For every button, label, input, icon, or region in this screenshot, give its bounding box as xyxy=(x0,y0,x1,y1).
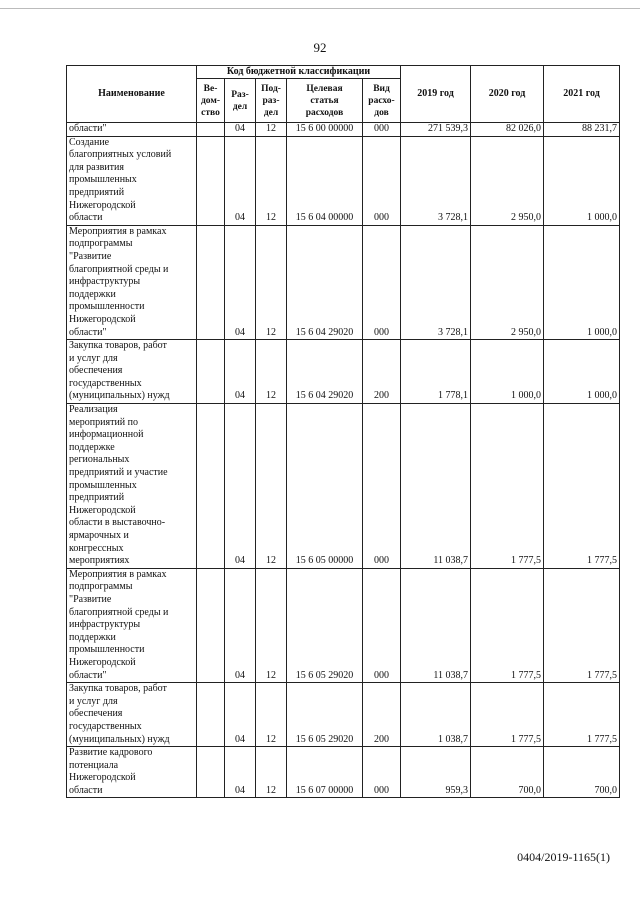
cell-expense-type: 000 xyxy=(363,225,401,339)
cell-name: Закупка товаров, работ и услуг для обеспечения государственных (муниципальных) нужд xyxy=(67,683,197,747)
cell-ministry xyxy=(197,340,225,404)
cell-y2019: 3 728,1 xyxy=(401,136,471,225)
cell-name: Закупка товаров, работ и услуг для обеспечения государственных (муниципальных) нужд xyxy=(67,340,197,404)
cell-expense-type: 000 xyxy=(363,136,401,225)
cell-target: 15 6 04 00000 xyxy=(287,136,363,225)
cell-ministry xyxy=(197,568,225,682)
cell-y2019: 3 728,1 xyxy=(401,225,471,339)
cell-y2020: 2 950,0 xyxy=(471,136,544,225)
header-section: Раз- дел xyxy=(225,79,256,123)
header-name: Наименование xyxy=(67,66,197,123)
header-ministry: Ве- дом- ство xyxy=(197,79,225,123)
cell-ministry xyxy=(197,683,225,747)
cell-target: 15 6 05 29020 xyxy=(287,683,363,747)
cell-section: 04 xyxy=(225,136,256,225)
cell-subsection: 12 xyxy=(256,123,287,137)
cell-expense-type: 000 xyxy=(363,123,401,137)
cell-y2020: 82 026,0 xyxy=(471,123,544,137)
cell-y2021: 1 777,5 xyxy=(544,683,620,747)
cell-y2019: 11 038,7 xyxy=(401,404,471,569)
cell-ministry xyxy=(197,404,225,569)
cell-section: 04 xyxy=(225,225,256,339)
cell-y2020: 1 777,5 xyxy=(471,683,544,747)
cell-target: 15 6 05 29020 xyxy=(287,568,363,682)
cell-y2020: 700,0 xyxy=(471,747,544,798)
document-code: 0404/2019-1165(1) xyxy=(517,850,610,864)
cell-section: 04 xyxy=(225,123,256,137)
cell-ministry xyxy=(197,225,225,339)
header-code-group: Код бюджетной классификации xyxy=(197,66,401,79)
cell-name: Мероприятия в рамках подпрограммы "Развитие благоприятной среды и инфраструктуры поддержки промышленности Нижегородской области" xyxy=(67,568,197,682)
cell-y2019: 271 539,3 xyxy=(401,123,471,137)
cell-y2021: 1 000,0 xyxy=(544,136,620,225)
cell-y2021: 700,0 xyxy=(544,747,620,798)
cell-section: 04 xyxy=(225,747,256,798)
header-expense-type: Вид расхо- дов xyxy=(363,79,401,123)
cell-y2020: 1 000,0 xyxy=(471,340,544,404)
cell-expense-type: 200 xyxy=(363,340,401,404)
cell-name: Реализация мероприятий по информационной поддержке региональных предприятий и участие промышленных предприятий Нижегородской области в выставочно- ярмарочных и конгрессных мероприятиях xyxy=(67,404,197,569)
cell-target: 15 6 04 29020 xyxy=(287,340,363,404)
header-2021: 2021 год xyxy=(544,66,620,123)
cell-y2021: 1 000,0 xyxy=(544,225,620,339)
cell-y2019: 11 038,7 xyxy=(401,568,471,682)
cell-subsection: 12 xyxy=(256,683,287,747)
cell-subsection: 12 xyxy=(256,225,287,339)
cell-ministry xyxy=(197,747,225,798)
cell-expense-type: 000 xyxy=(363,568,401,682)
cell-name: области" xyxy=(67,123,197,137)
cell-y2021: 1 777,5 xyxy=(544,404,620,569)
table-row xyxy=(67,683,620,747)
cell-section: 04 xyxy=(225,340,256,404)
header-target: Целевая статья расходов xyxy=(287,79,363,123)
cell-target: 15 6 04 29020 xyxy=(287,225,363,339)
cell-expense-type: 200 xyxy=(363,683,401,747)
cell-y2021: 1 000,0 xyxy=(544,340,620,404)
table-row xyxy=(67,123,620,137)
cell-expense-type: 000 xyxy=(363,747,401,798)
table-row xyxy=(67,340,620,404)
cell-ministry xyxy=(197,136,225,225)
cell-y2020: 1 777,5 xyxy=(471,568,544,682)
cell-target: 15 6 00 00000 xyxy=(287,123,363,137)
cell-y2019: 959,3 xyxy=(401,747,471,798)
budget-table xyxy=(66,65,620,798)
cell-subsection: 12 xyxy=(256,568,287,682)
cell-y2019: 1 038,7 xyxy=(401,683,471,747)
cell-ministry xyxy=(197,123,225,137)
cell-subsection: 12 xyxy=(256,404,287,569)
table-row xyxy=(67,747,620,798)
table-row xyxy=(67,225,620,339)
cell-name: Мероприятия в рамках подпрограммы "Развитие благоприятной среды и инфраструктуры поддержки промышленности Нижегородской области" xyxy=(67,225,197,339)
cell-target: 15 6 07 00000 xyxy=(287,747,363,798)
table-row xyxy=(67,404,620,569)
header-row-1 xyxy=(67,66,620,79)
cell-y2020: 1 777,5 xyxy=(471,404,544,569)
cell-target: 15 6 05 00000 xyxy=(287,404,363,569)
cell-name: Развитие кадрового потенциала Нижегородской области xyxy=(67,747,197,798)
cell-section: 04 xyxy=(225,568,256,682)
header-2019: 2019 год xyxy=(401,66,471,123)
cell-section: 04 xyxy=(225,683,256,747)
page-number: 92 xyxy=(313,40,327,55)
cell-name: Создание благоприятных условий для развития промышленных предприятий Нижегородской области xyxy=(67,136,197,225)
cell-section: 04 xyxy=(225,404,256,569)
header-2020: 2020 год xyxy=(471,66,544,123)
header-subsection: Под- раз- дел xyxy=(256,79,287,123)
cell-subsection: 12 xyxy=(256,136,287,225)
cell-subsection: 12 xyxy=(256,340,287,404)
cell-y2021: 1 777,5 xyxy=(544,568,620,682)
table-row xyxy=(67,568,620,682)
cell-y2019: 1 778,1 xyxy=(401,340,471,404)
cell-subsection: 12 xyxy=(256,747,287,798)
table-row xyxy=(67,136,620,225)
cell-expense-type: 000 xyxy=(363,404,401,569)
scan-top-edge xyxy=(0,8,640,9)
cell-y2020: 2 950,0 xyxy=(471,225,544,339)
table-body xyxy=(67,123,620,798)
cell-y2021: 88 231,7 xyxy=(544,123,620,137)
